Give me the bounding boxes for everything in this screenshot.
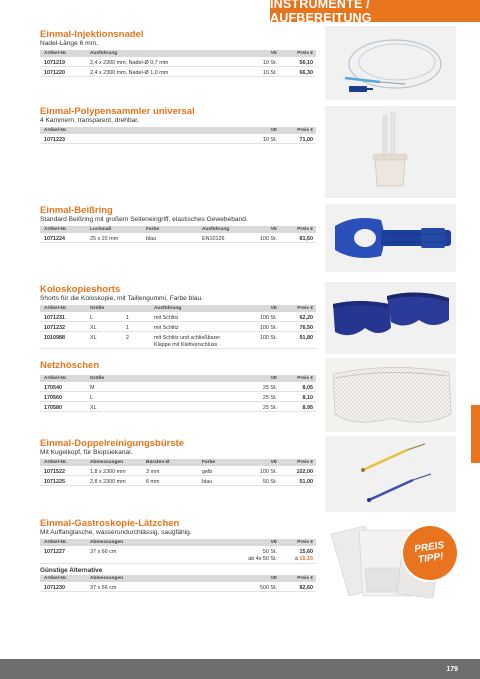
unit: 25 St. <box>262 395 277 401</box>
table-header <box>40 459 316 466</box>
col-header: Größe <box>90 376 105 381</box>
product-table <box>40 127 316 144</box>
table-row <box>40 402 316 412</box>
product-description: Shorts für die Koloskopie, mit Taillengummi, Farbe blau. <box>40 295 203 302</box>
price: 56,10 <box>299 60 313 66</box>
col-header: Abmessungen <box>90 576 124 581</box>
brush-diameter: 6 mm <box>146 479 160 485</box>
product-table <box>40 305 316 349</box>
alternative-title: Günstige Alternative <box>40 567 103 574</box>
col-header: Artikel-Nr. <box>44 460 67 465</box>
product-section-netzhoeschen <box>40 360 316 412</box>
col-header: Ausführung <box>202 227 230 232</box>
article-number: 1071232 <box>44 325 65 331</box>
category-title: INSTRUMENTE / AUFBEREITUNG <box>270 0 372 25</box>
product-table <box>40 50 316 77</box>
col-header: VE <box>270 576 277 581</box>
col-header: Artikel-Nr. <box>44 51 67 56</box>
col-header: Preis € <box>297 128 313 133</box>
product-image-netzhoeschen <box>325 358 456 432</box>
table-row <box>40 382 316 392</box>
price: 62,20 <box>299 315 313 321</box>
table-header <box>40 539 316 546</box>
price: 91,80 <box>299 335 313 341</box>
col-header: Lochmaß <box>90 227 112 232</box>
col-header: Preis € <box>297 51 313 56</box>
col-header: VE <box>270 306 277 311</box>
dimensions: 37 x 66 cm <box>90 585 117 591</box>
price: 15,15 <box>299 556 313 562</box>
category-header <box>270 0 480 25</box>
table-row <box>40 582 316 592</box>
table-header <box>40 127 316 134</box>
dimensions: 1,8 x 2300 mm <box>90 469 126 475</box>
product-image-beissring <box>325 204 456 272</box>
col-header: Artikel-Nr. <box>44 306 67 311</box>
product-section-polypensammler <box>40 106 316 144</box>
col-header: Preis € <box>297 376 313 381</box>
dimensions: 37 x 66 cm <box>90 549 117 555</box>
product-description: Mit Kugelkopf, für Biopsiekanal. <box>40 449 133 456</box>
col-header: Preis € <box>297 540 313 545</box>
color: blau <box>202 479 213 485</box>
article-number: 1071231 <box>44 315 65 321</box>
product-image-polypensammler <box>325 106 456 198</box>
variant: mit Schlitz <box>154 315 179 321</box>
col-header: Artikel-Nr. <box>44 376 67 381</box>
article-number: 170580 <box>44 405 62 411</box>
unit: 50 St. <box>262 549 277 555</box>
price: 8,95 <box>302 405 313 411</box>
color: gelb <box>202 469 213 475</box>
unit: 25 St. <box>262 405 277 411</box>
unit: 100 St. <box>259 335 277 341</box>
col-header: Abmessungen <box>90 460 124 465</box>
col-header: VE <box>270 227 277 232</box>
col-header: Artikel-Nr. <box>44 576 67 581</box>
product-description: 4 Kammern, transparent, drehbar. <box>40 117 139 124</box>
table-row <box>40 134 316 144</box>
variant: EN10126 <box>202 236 225 242</box>
table-header <box>40 375 316 382</box>
product-image-reinigungsbuerste <box>325 436 456 512</box>
product-title: Einmal-Beißring <box>40 205 113 216</box>
col-header: Abmessungen <box>90 540 124 545</box>
product-table <box>40 375 316 412</box>
col-header: Ausführung <box>154 306 182 311</box>
product-description: Mit Auffangtasche, wasserundurchlässig, saugfähig. <box>40 529 192 536</box>
price: 8,10 <box>302 395 313 401</box>
product-image-koloskopieshorts <box>325 282 456 354</box>
price-prefix: à <box>295 556 298 562</box>
col-header: Farbe <box>146 227 160 232</box>
col-header: Ausführung <box>90 51 118 56</box>
alternative-table <box>40 575 316 592</box>
col-header: Preis € <box>297 227 313 232</box>
unit: 25 St. <box>262 385 277 391</box>
col-header: VE <box>270 376 277 381</box>
brush-diameter: 3 mm <box>146 469 160 475</box>
article-number: 1071230 <box>44 585 65 591</box>
table-row <box>40 332 316 349</box>
size: XL <box>90 335 97 341</box>
article-number: 170540 <box>44 385 62 391</box>
price: 102,00 <box>296 469 313 475</box>
variant: mit Schlitz <box>154 325 179 331</box>
table-header <box>40 50 316 57</box>
product-section-laetzchen <box>40 518 316 592</box>
col-header: VE <box>270 460 277 465</box>
product-title: Einmal-Injektionsnadel <box>40 29 144 40</box>
unit: 50 St. <box>262 479 277 485</box>
badge-line-1: PREIS <box>413 540 445 556</box>
image-ref: 1 <box>126 315 129 321</box>
unit: 500 St. <box>259 585 277 591</box>
table-row <box>40 466 316 476</box>
footer-bar <box>0 659 480 679</box>
image-ref: 1 <box>126 325 129 331</box>
price: 66,30 <box>299 70 313 76</box>
product-section-injektionsnadel <box>40 29 316 77</box>
product-image-injektionsnadel <box>325 26 456 100</box>
product-title: Netzhöschen <box>40 360 100 371</box>
unit: 100 St. <box>259 325 277 331</box>
article-number: 170560 <box>44 395 62 401</box>
article-number: 1071219 <box>44 60 65 66</box>
article-number: 1071223 <box>44 137 65 143</box>
category-side-tab <box>471 405 480 463</box>
product-title: Einmal-Doppelreinigungsbürste <box>40 438 185 449</box>
product-description: Standard Beißring mit großem Seiteneingriff, elastisches Gewebeband. <box>40 216 248 223</box>
unit: 100 St. <box>259 236 277 242</box>
article-number: 1071220 <box>44 70 65 76</box>
col-header: Artikel-Nr. <box>44 540 67 545</box>
unit: 100 St. <box>259 469 277 475</box>
quantity-price <box>280 556 316 562</box>
article-number: 1071522 <box>44 469 65 475</box>
product-title: Einmal-Polypensammler universal <box>40 106 195 117</box>
variant: 2,4 x 2300 mm, Nadel-Ø 1,0 mm <box>90 70 169 76</box>
product-title: Koloskopieshorts <box>40 284 121 295</box>
price: 51,00 <box>299 479 313 485</box>
article-number: 1010988 <box>44 335 65 341</box>
unit: 10 St. <box>262 60 277 66</box>
table-row <box>40 322 316 332</box>
size: L <box>90 315 93 321</box>
col-header: Bürsten-Ø <box>146 460 170 465</box>
price: 71,00 <box>299 137 313 143</box>
price: 76,50 <box>299 325 313 331</box>
product-table <box>40 226 316 243</box>
product-title: Einmal-Gastroskopie-Lätzchen <box>40 518 180 529</box>
product-table <box>40 539 316 564</box>
col-header: VE <box>270 51 277 56</box>
size: L <box>90 395 93 401</box>
table-header <box>40 226 316 233</box>
col-header: Artikel-Nr. <box>44 128 67 133</box>
table-row <box>40 546 316 556</box>
color: blau <box>146 236 157 242</box>
table-row <box>40 392 316 402</box>
price: 82,60 <box>299 585 313 591</box>
col-header: Artikel-Nr. <box>44 227 67 232</box>
table-header <box>40 575 316 582</box>
product-section-beissring <box>40 205 316 243</box>
unit: 100 St. <box>259 315 277 321</box>
col-header: Farbe <box>202 460 216 465</box>
size: XL <box>90 405 97 411</box>
table-row-quantity-price <box>40 556 316 564</box>
price: 8,05 <box>302 385 313 391</box>
table-row <box>40 67 316 77</box>
variant: mit Schlitz und schließbarer Klappe mit Klettverschluss <box>154 335 221 348</box>
col-header: Preis € <box>297 576 313 581</box>
price: 81,60 <box>299 236 313 242</box>
table-row <box>40 312 316 322</box>
product-section-koloskopieshorts <box>40 284 316 349</box>
product-description: Nadel-Länge 6 mm. <box>40 40 98 47</box>
badge-line-2: TIPP! <box>417 551 445 566</box>
col-header: VE <box>270 128 277 133</box>
size: M <box>90 385 95 391</box>
variant: 2,4 x 2300 mm, Nadel-Ø 0,7 mm <box>90 60 169 66</box>
col-header: Preis € <box>297 460 313 465</box>
product-section-reinigungsbuerste <box>40 438 316 486</box>
article-number: 1071224 <box>44 236 65 242</box>
dimensions: 2,8 x 2300 mm <box>90 479 126 485</box>
unit: 10 St. <box>262 70 277 76</box>
article-number: 1071225 <box>44 479 65 485</box>
table-row <box>40 476 316 486</box>
col-header: VE <box>270 540 277 545</box>
table-row <box>40 57 316 67</box>
unit: 10 St. <box>262 137 277 143</box>
table-row <box>40 233 316 243</box>
article-number: 1071227 <box>44 549 65 555</box>
col-header: Größe <box>90 306 105 311</box>
col-header: Preis € <box>297 306 313 311</box>
product-table <box>40 459 316 486</box>
hole-size: 25 x 20 mm <box>90 236 119 242</box>
image-ref: 2 <box>126 335 129 341</box>
table-header <box>40 305 316 312</box>
size: XL <box>90 325 97 331</box>
price: 15,60 <box>299 549 313 555</box>
unit: ab 4x 50 St. <box>248 556 277 562</box>
page-number: 179 <box>446 666 458 673</box>
